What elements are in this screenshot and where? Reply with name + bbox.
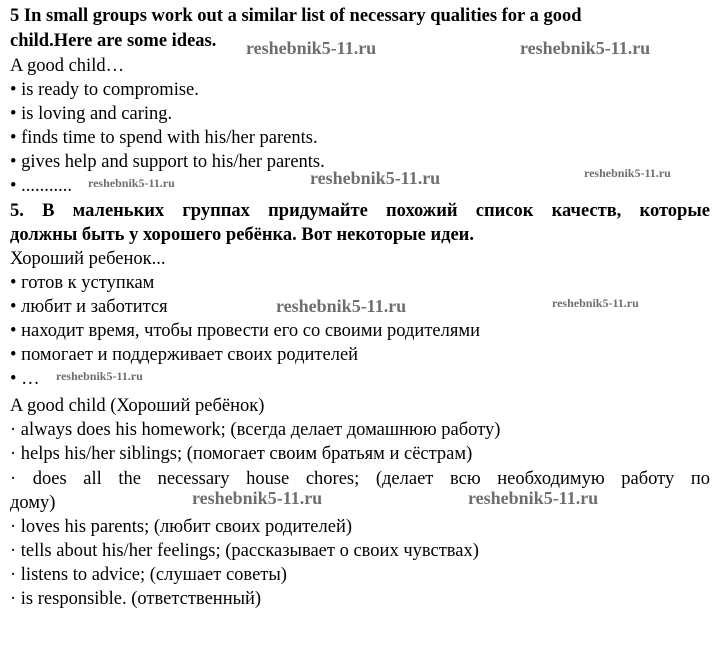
task-heading-en-line2: child.Here are some ideas. [10,31,217,51]
watermark: reshebnik5-11.ru [192,488,323,508]
watermark: reshebnik5-11.ru [276,296,407,316]
task-item-en: • finds time to spend with his/her parents. [10,128,318,148]
task-item-ru: • помогает и поддерживает своих родителей [10,345,359,365]
watermark: reshebnik5-11.ru [468,488,599,508]
task-item-ru: • готов к уступкам [10,273,155,293]
watermark: reshebnik5-11.ru [246,38,377,58]
task-heading-en-line1: 5 In small groups work out a similar list of necessary qualities for a good [10,6,582,26]
answer-line: · is responsible. (ответственный) [10,589,262,609]
task-intro-en: A good child… [10,56,125,76]
task-item-ru: • … [10,369,40,389]
watermark: reshebnik5-11.ru [310,168,441,188]
answer-line: · tells about his/her feelings; (рассказывает о своих чувствах) [10,541,479,561]
answer-line: · loves his parents; (любит своих родителей) [10,517,353,537]
task-intro-ru: Хороший ребенок... [10,249,166,269]
answer-line: · does all the necessary house chores; (делает всю необходимую работу по [10,469,710,489]
answer-line: · always does his homework; (всегда делает домашнюю работу) [10,420,501,440]
answer-line-continued: дому) [10,493,56,513]
task-item-en: • gives help and support to his/her parents. [10,152,325,172]
task-item-en: • is ready to compromise. [10,80,199,100]
watermark: reshebnik5-11.ru [552,296,639,310]
answer-line: · listens to advice; (слушает советы) [10,565,287,585]
task-item-en: • ........... [10,176,72,196]
watermark: reshebnik5-11.ru [56,369,143,383]
watermark: reshebnik5-11.ru [88,176,175,190]
task-item-ru: • любит и заботится [10,297,168,317]
task-item-ru: • находит время, чтобы провести его со своими родителями [10,321,480,341]
task-heading-ru-line1: 5. В маленьких группах придумайте похожий список качеств, которые [10,201,710,221]
task-item-en: • is loving and caring. [10,104,173,124]
watermark: reshebnik5-11.ru [584,166,671,180]
task-heading-ru-line2: должны быть у хорошего ребёнка. Вот некоторые идеи. [10,225,474,245]
answer-line: · helps his/her siblings; (помогает своим братьям и сёстрам) [10,444,473,464]
watermark: reshebnik5-11.ru [520,38,651,58]
answer-intro: A good child (Хороший ребёнок) [10,396,265,416]
